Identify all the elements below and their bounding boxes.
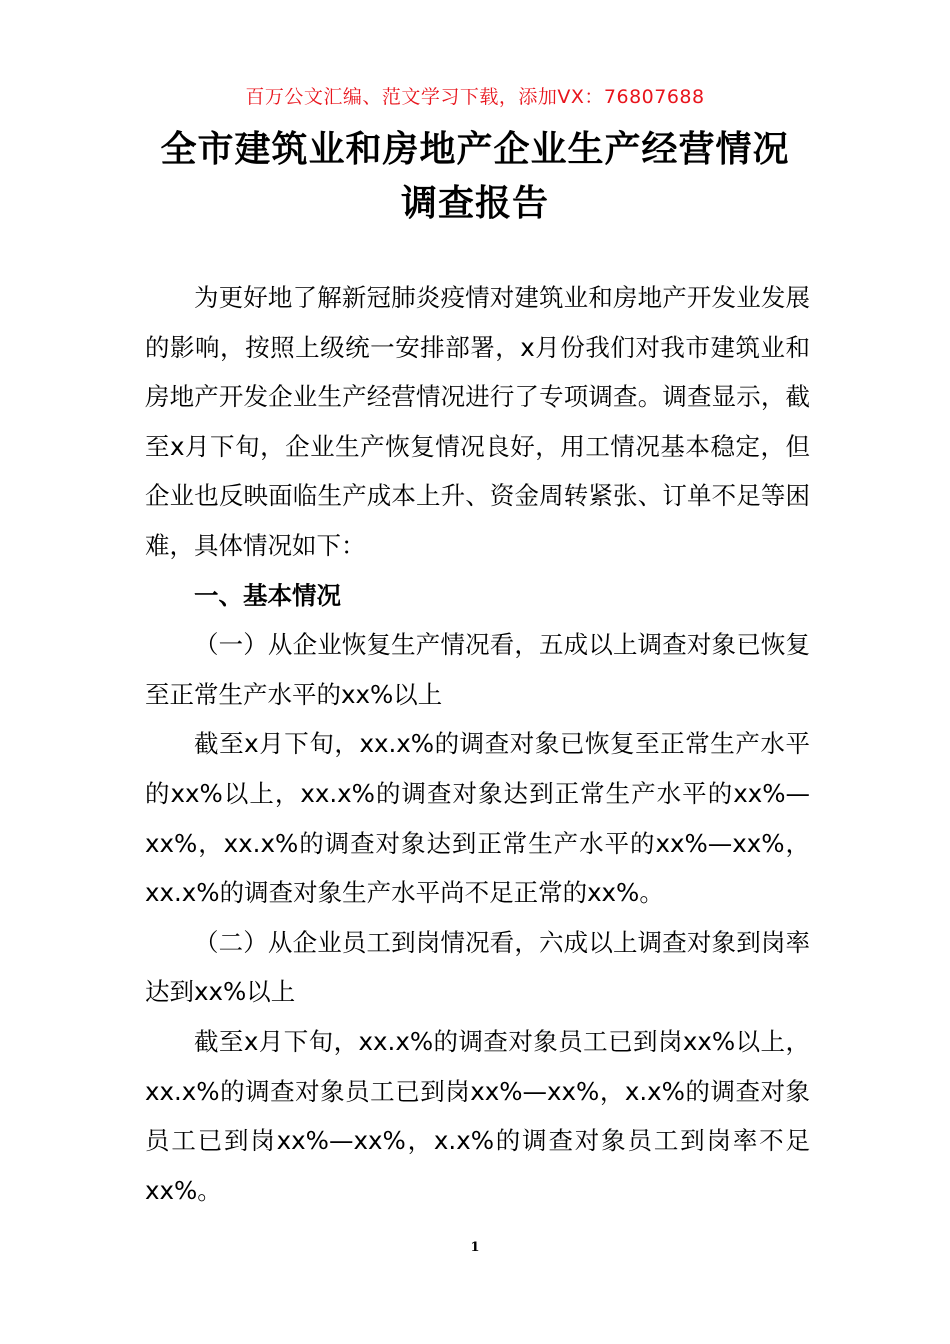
document-title: 全市建筑业和房地产企业生产经营情况调查报告	[160, 128, 790, 224]
subheading-production-recovery: （一）从企业恢复生产情况看，五成以上调查对象已恢复至正常生产水平的xx%以上	[145, 630, 810, 709]
paragraph-production-recovery: 截至x月下旬，xx.x%的调查对象已恢复至正常生产水平的xx%以上，xx.x%的调查对象达到正常生产水平的xx%—xx%，xx.x%的调查对象达到正常生产水平的xx%—xx%，xx.x%的调查对象生产水平尚不足正常的xx%。	[145, 729, 810, 908]
paragraph-staff-attendance: 截至x月下旬，xx.x%的调查对象员工已到岗xx%以上，xx.x%的调查对象员工已到岗xx%—xx%，x.x%的调查对象员工已到岗xx%—xx%，x.x%的调查对象员工到岗率不足xx%。	[145, 1026, 810, 1205]
intro-paragraph: 为更好地了解新冠肺炎疫情对建筑业和房地产开发业发展的影响，按照上级统一安排部署，x月份我们对我市建筑业和房地产开发企业生产经营情况进行了专项调查。调查显示，截至x月下旬，企业生产恢复情况良好，用工情况基本稳定，但企业也反映面临生产成本上升、资金周转紧张、订单不足等困难，具体情况如下：	[145, 283, 810, 560]
subheading-staff-attendance: （二）从企业员工到岗情况看，六成以上调查对象到岗率达到xx%以上	[145, 927, 810, 1007]
header-promo-note: 百万公文汇编、范文学习下载，添加VX：76807688	[245, 86, 705, 108]
document-body	[145, 273, 810, 1215]
page-number: 1	[470, 1240, 480, 1255]
section-heading-basic-situation: 一、基本情况	[194, 580, 341, 610]
